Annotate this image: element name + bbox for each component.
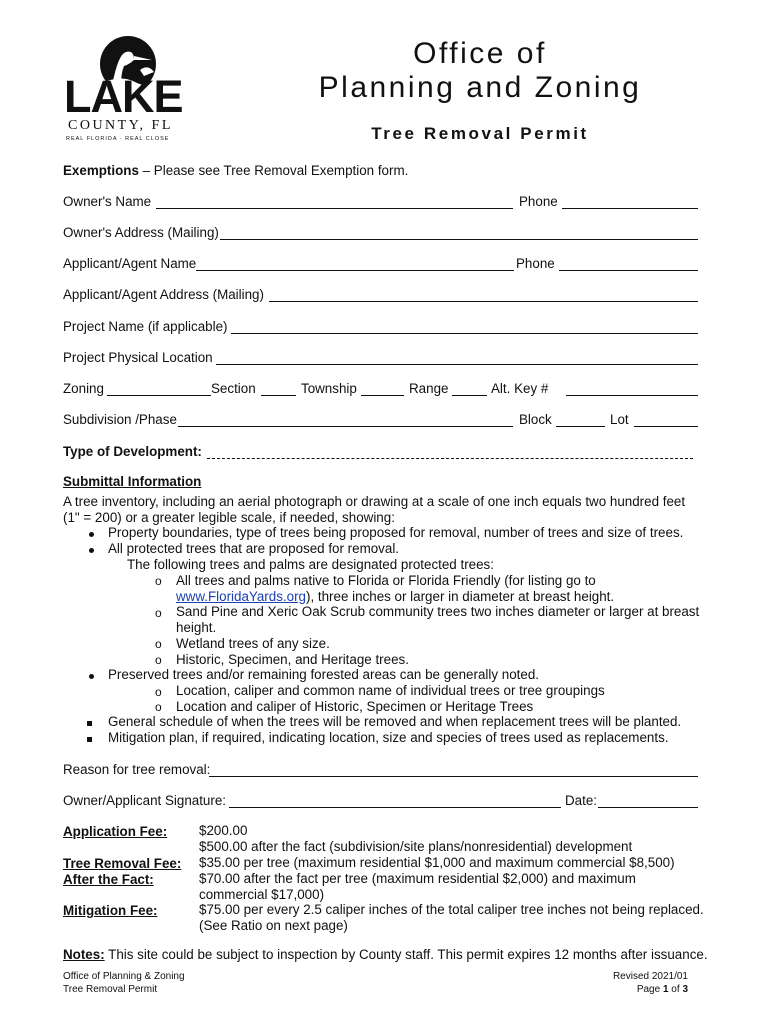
sub-wetland-trees: Wetland trees of any size.	[176, 636, 330, 651]
project-location-field[interactable]	[216, 352, 698, 365]
project-name-label: Project Name (if applicable)	[63, 319, 228, 334]
section-field[interactable]	[261, 383, 296, 396]
tree-removal-fee-value: $35.00 per tree (maximum residential $1,000 and maximum commercial $8,500)	[199, 855, 675, 870]
agent-address-field[interactable]	[269, 289, 698, 302]
sub-historic-trees: Historic, Specimen, and Heritage trees.	[176, 652, 409, 667]
owner-phone-label: Phone	[519, 194, 558, 209]
circle-bullet-icon: o	[155, 700, 162, 714]
section-label: Section	[211, 381, 256, 396]
protected-trees-intro: The following trees and palms are designated protected trees:	[127, 557, 494, 572]
lot-field[interactable]	[634, 414, 698, 427]
alt-key-label: Alt. Key #	[491, 381, 549, 396]
page-title-line2: Planning and Zoning	[318, 71, 642, 104]
project-name-field[interactable]	[231, 321, 698, 334]
lot-label: Lot	[610, 412, 629, 427]
bullet-mitigation-plan: Mitigation plan, if required, indicating location, size and species of trees used as replacements.	[108, 730, 669, 745]
logo-county: COUNTY, FL	[68, 118, 173, 133]
date-field[interactable]	[598, 795, 698, 808]
owner-address-field[interactable]	[220, 227, 698, 240]
circle-bullet-icon: o	[155, 653, 162, 667]
logo-wordmark: LAKE	[64, 71, 183, 122]
page-title-line1: Office of	[413, 37, 547, 70]
block-field[interactable]	[556, 414, 605, 427]
notes-line	[63, 946, 708, 964]
footer-office: Office of Planning & Zoning	[63, 971, 185, 982]
sub-sand-pine: Sand Pine and Xeric Oak Scrub community trees two inches diameter or larger at breast	[176, 604, 700, 619]
sub-sand-pine-line2: height.	[176, 620, 217, 635]
bullet-icon	[89, 674, 94, 679]
zoning-label: Zoning	[63, 381, 104, 396]
agent-phone-field[interactable]	[559, 258, 698, 271]
notes-text: This site could be subject to inspection by County staff. This permit expires 12 months after issuance.	[104, 947, 708, 962]
mitigation-fee-value: $75.00 per every 2.5 caliper inches of the total caliper tree inches not being replaced.	[199, 902, 704, 917]
bullet-protected-trees: All protected trees that are proposed for removal.	[108, 541, 400, 556]
after-fact-value-line2: commercial $17,000)	[199, 887, 325, 902]
logo-tagline: REAL FLORIDA · REAL CLOSE	[66, 136, 170, 142]
square-bullet-icon	[87, 737, 92, 742]
notes-label: Notes:	[63, 947, 105, 962]
bullet-icon	[89, 532, 94, 537]
sub-location-caliper: Location, caliper and common name of individual trees or tree groupings	[176, 683, 605, 698]
circle-bullet-icon: o	[155, 606, 162, 620]
signature-field[interactable]	[229, 795, 561, 808]
exemptions-text: – Please see Tree Removal Exemption form.	[138, 163, 409, 178]
signature-label: Owner/Applicant Signature:	[63, 793, 227, 808]
floridayards-link[interactable]: www.FloridaYards.org	[176, 589, 306, 604]
alt-key-field[interactable]	[566, 383, 698, 396]
subdivision-field[interactable]	[178, 414, 513, 427]
footer-form-name: Tree Removal Permit	[63, 984, 158, 995]
agent-name-field[interactable]	[196, 258, 514, 271]
exemptions-label: Exemptions	[63, 163, 139, 178]
bullet-preserved-trees: Preserved trees and/or remaining forested areas can be generally noted.	[108, 667, 539, 682]
reason-field[interactable]	[209, 764, 698, 777]
circle-bullet-icon: o	[155, 685, 162, 699]
application-fee-label: Application Fee:	[63, 824, 168, 839]
page-subtitle: Tree Removal Permit	[371, 124, 589, 143]
submittal-intro-line2: (1" = 200) or a greater legible scale, if needed, showing:	[63, 510, 395, 525]
reason-label: Reason for tree removal:	[63, 762, 211, 777]
exemptions-line	[63, 162, 408, 180]
bullet-boundaries: Property boundaries, type of trees being proposed for removal, number of trees and size of trees.	[108, 525, 684, 540]
sub-historic-caliper: Location and caliper of Historic, Specimen or Heritage Trees	[176, 699, 534, 714]
block-label: Block	[519, 412, 552, 427]
footer-page-number: Page 1 of 3	[636, 984, 688, 995]
subdivision-label: Subdivision /Phase	[63, 412, 177, 427]
mitigation-fee-note: (See Ratio on next page)	[199, 918, 348, 933]
owner-name-field[interactable]	[156, 196, 513, 209]
agent-name-label: Applicant/Agent Name	[63, 256, 197, 271]
owner-phone-field[interactable]	[562, 196, 698, 209]
agent-phone-label: Phone	[516, 256, 555, 271]
township-label: Township	[301, 381, 357, 396]
sub-native-trees-line2: www.FloridaYards.org), three inches or larger in diameter at breast height.	[176, 589, 615, 604]
after-fact-value: $70.00 after the fact per tree (maximum residential $2,000) and maximum	[199, 871, 636, 886]
submittal-intro-line1: A tree inventory, including an aerial photograph or drawing at a scale of one inch equals two hundred feet	[63, 494, 686, 509]
date-label: Date:	[565, 793, 598, 808]
mitigation-fee-label: Mitigation Fee:	[63, 903, 158, 918]
lake-county-logo	[60, 34, 200, 146]
bullet-schedule: General schedule of when the trees will be removed and when replacement trees will be planted.	[108, 714, 682, 729]
circle-bullet-icon: o	[155, 637, 162, 651]
range-label: Range	[409, 381, 449, 396]
tree-removal-fee-label: Tree Removal Fee:	[63, 856, 182, 871]
sub-native-trees: All trees and palms native to Florida or Florida Friendly (for listing go to	[176, 573, 596, 588]
development-type-label: Type of Development:	[63, 444, 202, 459]
agent-address-label: Applicant/Agent Address (Mailing)	[63, 287, 264, 302]
circle-bullet-icon: o	[155, 574, 162, 588]
footer-revised: Revised 2021/01	[612, 971, 688, 982]
owner-name-label: Owner's Name	[63, 194, 152, 209]
development-type-field[interactable]	[207, 446, 693, 459]
township-field[interactable]	[361, 383, 404, 396]
range-field[interactable]	[452, 383, 487, 396]
application-fee-value: $200.00	[199, 823, 248, 838]
owner-address-label: Owner's Address (Mailing)	[63, 225, 219, 240]
square-bullet-icon	[87, 721, 92, 726]
project-location-label: Project Physical Location	[63, 350, 213, 365]
submittal-heading: Submittal Information	[63, 474, 202, 489]
bullet-icon	[89, 548, 94, 553]
after-fact-label: After the Fact:	[63, 872, 154, 887]
zoning-field[interactable]	[107, 383, 211, 396]
application-fee-after: $500.00 after the fact (subdivision/site plans/nonresidential) development	[199, 839, 633, 854]
